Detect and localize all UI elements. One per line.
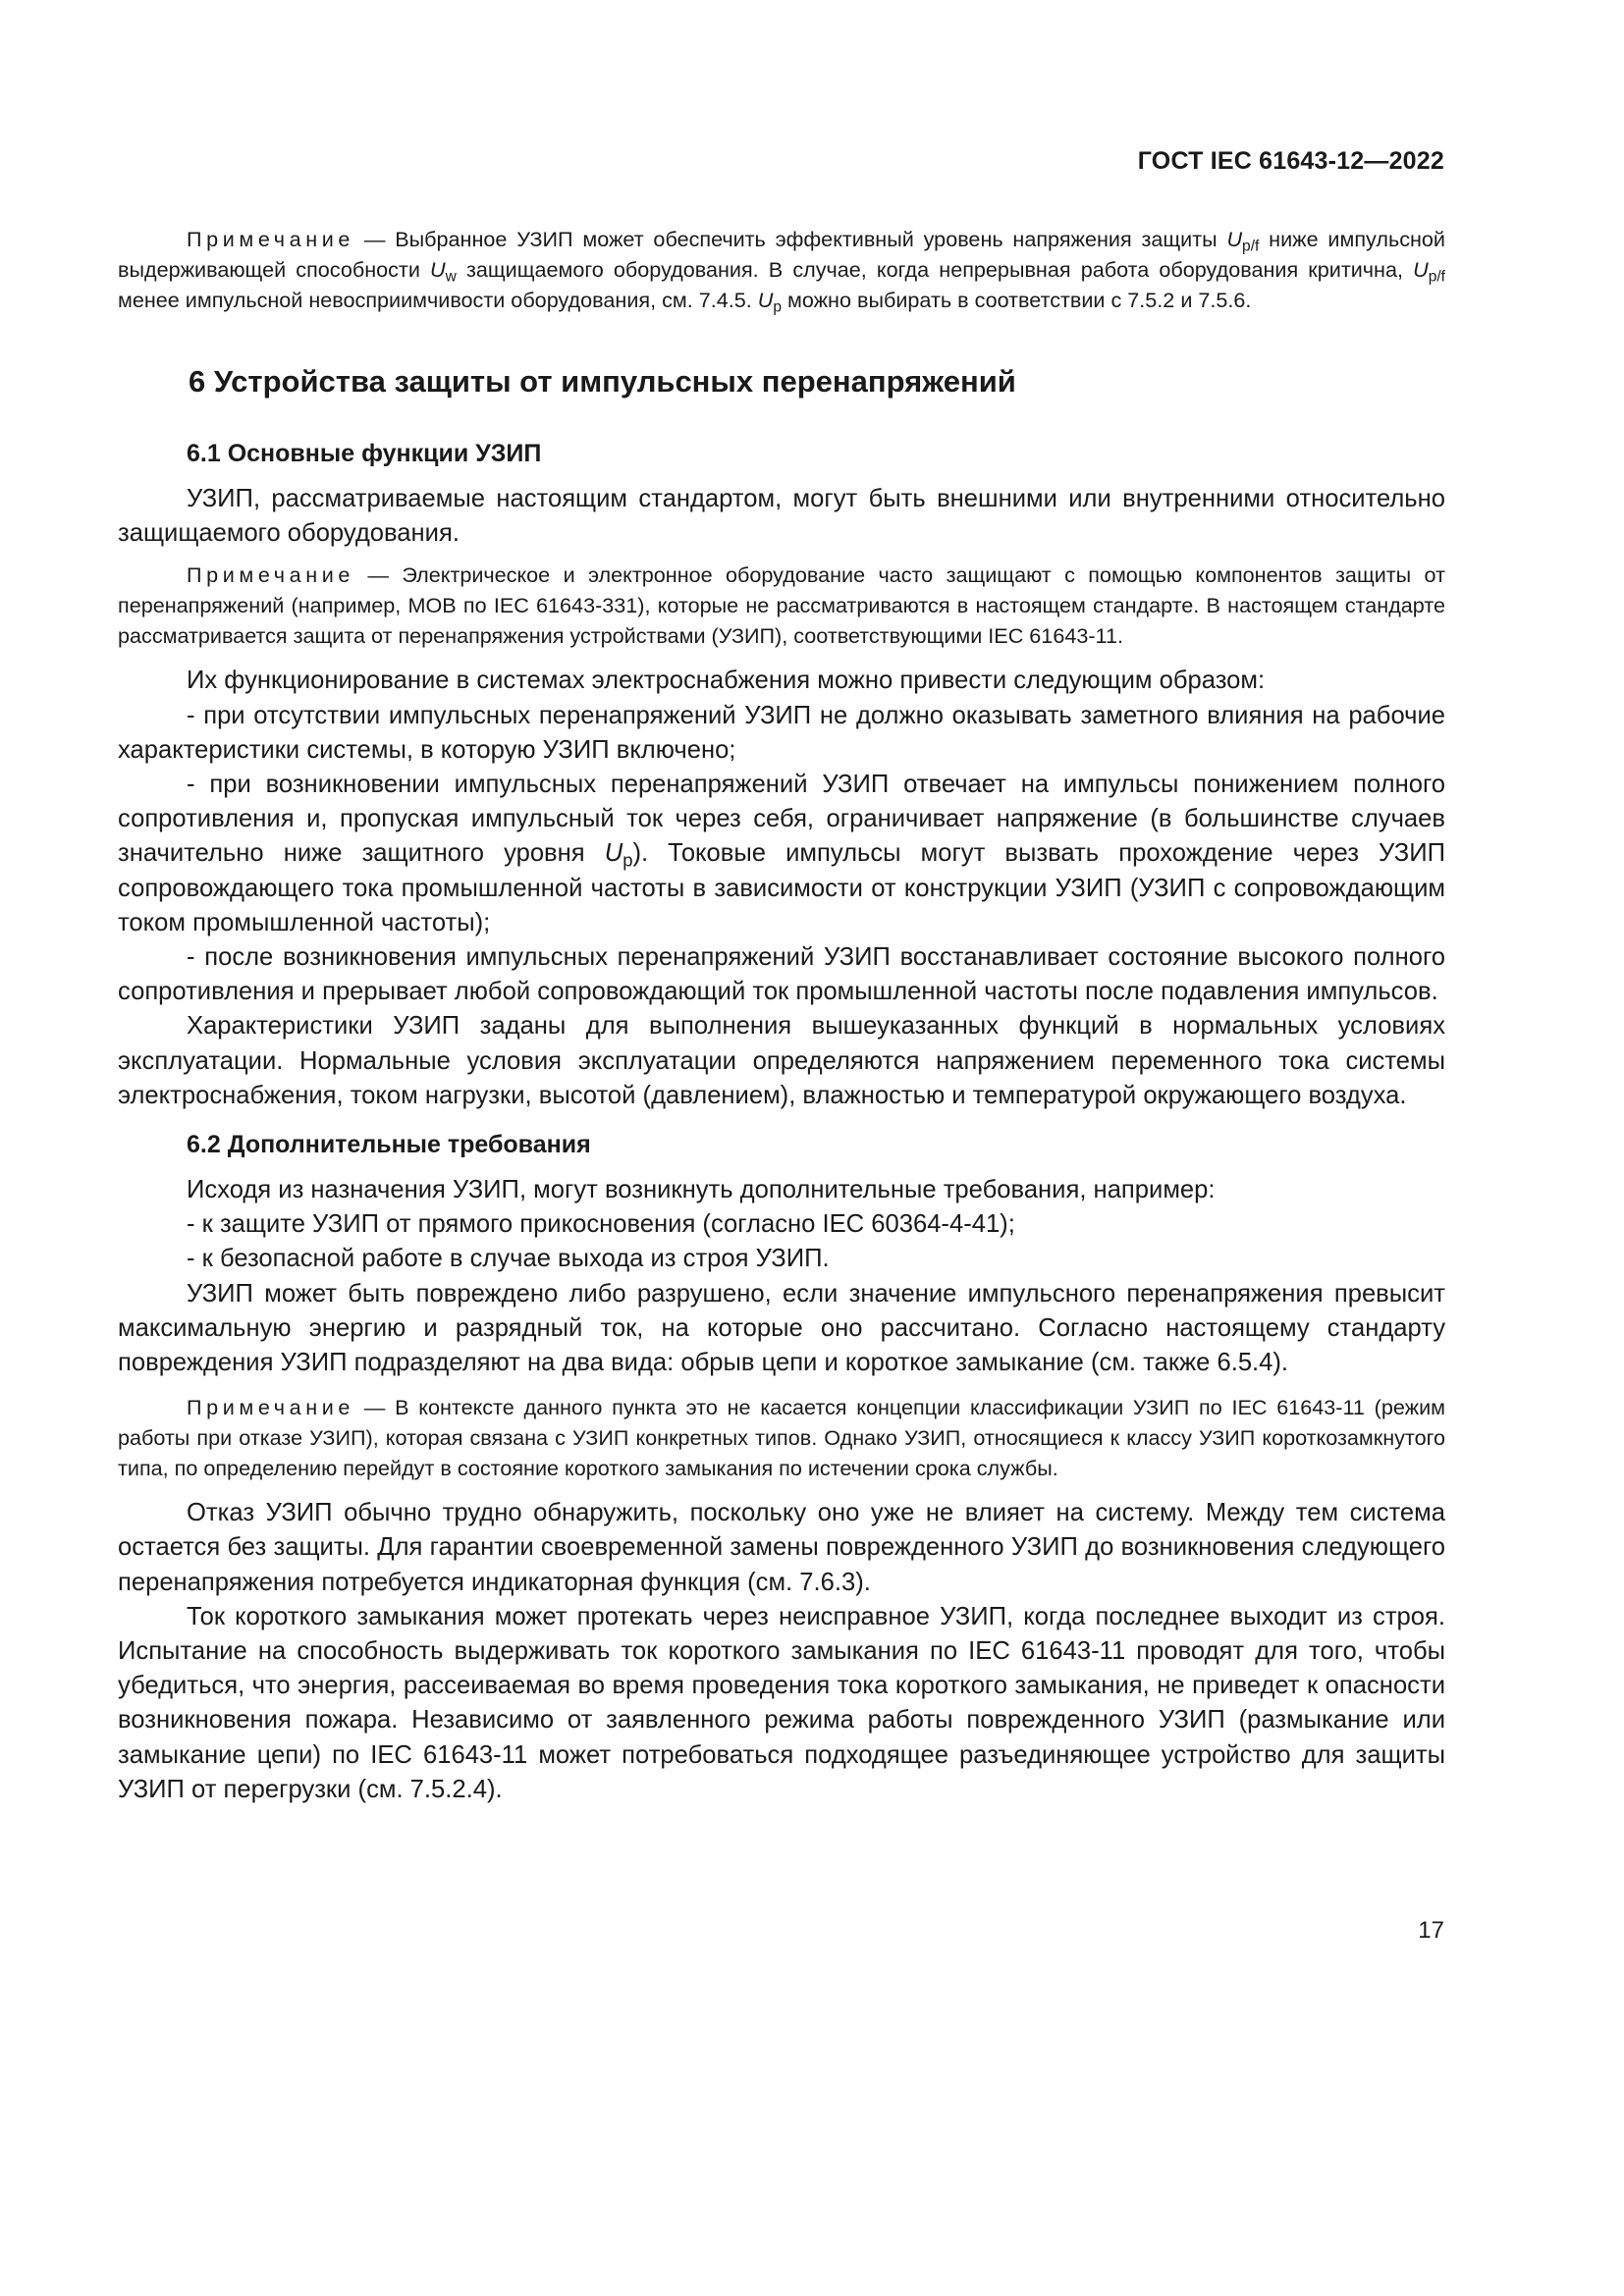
document-header: ГОСТ IEC 61643-12—2022 [1137, 147, 1444, 175]
page-content [118, 224, 1445, 1807]
note-paragraph: Примечание — Выбранное УЗИП может обеспечить эффективный уровень напряжения защиты $U_{p/f}$ ниже импульсной выдерживающей способности $U_w$ защищаемого оборудования. В случае, когда непрерывная работа оборудования критична, $U_{p/f}$ менее импульсной невосприимчивости оборудования, см. 7.4.5. $U_p$ можно выбирать в соответствии с 7.5.2 и 7.5.6. [118, 227, 1445, 316]
list-item: - при возникновении импульсных перенапряжений УЗИП отвечает на импульсы понижением полного сопротивления и, пропуская импульсный ток через себя, ограничивает напряжение (в большинстве случаев значительно ниже защитного уровня $U_p$). Токовые импульсы могут вызвать прохождение через УЗИП сопровождающего тока промышленной частоты в зависимости от конструкции УЗИП (УЗИП с сопровождающим током промышленной частоты); [118, 771, 1445, 936]
body-paragraph: УЗИП, рассматриваемые настоящим стандартом, могут быть внешними или внутренними относительно защищаемого оборудования. [118, 485, 1445, 548]
body-paragraph: Ток короткого замыкания может протекать через неисправное УЗИП, когда последнее выходит из строя. Испытание на способность выдерживать ток короткого замыкания по IEC 61643-11 проводят для того, чтобы убедиться, что энергия, рассеиваемая во время проведения тока короткого замыкания, не приведет к опасности возникновения пожара. Независимо от заявленного режима работы поврежденного УЗИП (размыкание или замыкание цепи) по IEC 61643-11 может потребоваться подходящее разъединяющее устройство для защиты УЗИП от перегрузки (см. 7.5.2.4). [118, 1602, 1445, 1803]
note-label: Примечание [187, 1395, 354, 1420]
subsection-heading: 6.2 Дополнительные требования [187, 1131, 591, 1159]
page-number: 17 [1418, 1917, 1444, 1944]
list-item: - к безопасной работе в случае выхода из строя УЗИП. [187, 1245, 830, 1273]
note-paragraph: Примечание — Электрическое и электронное оборудование часто защищают с помощью компонентов защиты от перенапряжений (например, МОВ по IEC 61643-331), которые не рассматриваются в настоящем стандарте. В настоящем стандарте рассматривается защита от перенапряжения устройствами (УЗИП), соответствующими IEC 61643-11. [118, 562, 1445, 649]
list-item: - после возникновения импульсных перенапряжений УЗИП восстанавливает состояние высокого полного сопротивления и прерывает любой сопровождающий ток промышленной частоты после подавления импульсов. [118, 943, 1445, 1006]
note-paragraph: Примечание — В контексте данного пункта это не касается концепции классификации УЗИП по IEC 61643-11 (режим работы при отказе УЗИП), которая связана с УЗИП конкретных типов. Однако УЗИП, относящиеся к классу УЗИП короткозамкнутого типа, по определению перейдут в состояние короткого замыкания по истечении срока службы. [118, 1395, 1445, 1481]
list-item: - при отсутствии импульсных перенапряжений УЗИП не должно оказывать заметного влияния на рабочие характеристики системы, в которую УЗИП включено; [118, 701, 1445, 764]
body-paragraph: Отказ УЗИП обычно трудно обнаружить, поскольку оно уже не влияет на систему. Между тем система остается без защиты. Для гарантии своевременной замены поврежденного УЗИП до возникновения следующего перенапряжения потребуется индикаторная функция (см. 7.6.3). [118, 1499, 1445, 1596]
note-label: Примечание [187, 227, 354, 251]
note-label: Примечание [187, 562, 354, 588]
list-item: - к защите УЗИП от прямого прикосновения (согласно IEC 60364-4-41); [187, 1210, 1015, 1239]
body-paragraph: Их функционирование в системах электроснабжения можно привести следующим образом: [187, 667, 1266, 695]
body-paragraph: Исходя из назначения УЗИП, могут возникнуть дополнительные требования, например: [187, 1176, 1216, 1204]
body-paragraph: УЗИП может быть повреждено либо разрушено, если значение импульсного перенапряжения превысит максимальную энергию и разрядный ток, на которые оно рассчитано. Согласно настоящему стандарту повреждения УЗИП подразделяют на два вида: обрыв цепи и короткое замыкание (см. также 6.5.4). [118, 1279, 1445, 1377]
section-heading: 6 Устройства защиты от импульсных перенапряжений [189, 364, 1016, 399]
subsection-heading: 6.1 Основные функции УЗИП [187, 440, 542, 467]
body-paragraph: Характеристики УЗИП заданы для выполнения вышеуказанных функций в нормальных условиях эксплуатации. Нормальные условия эксплуатации определяются напряжением переменного тока системы электроснабжения, током нагрузки, высотой (давлением), влажностью и температурой окружающего воздуха. [118, 1012, 1445, 1109]
